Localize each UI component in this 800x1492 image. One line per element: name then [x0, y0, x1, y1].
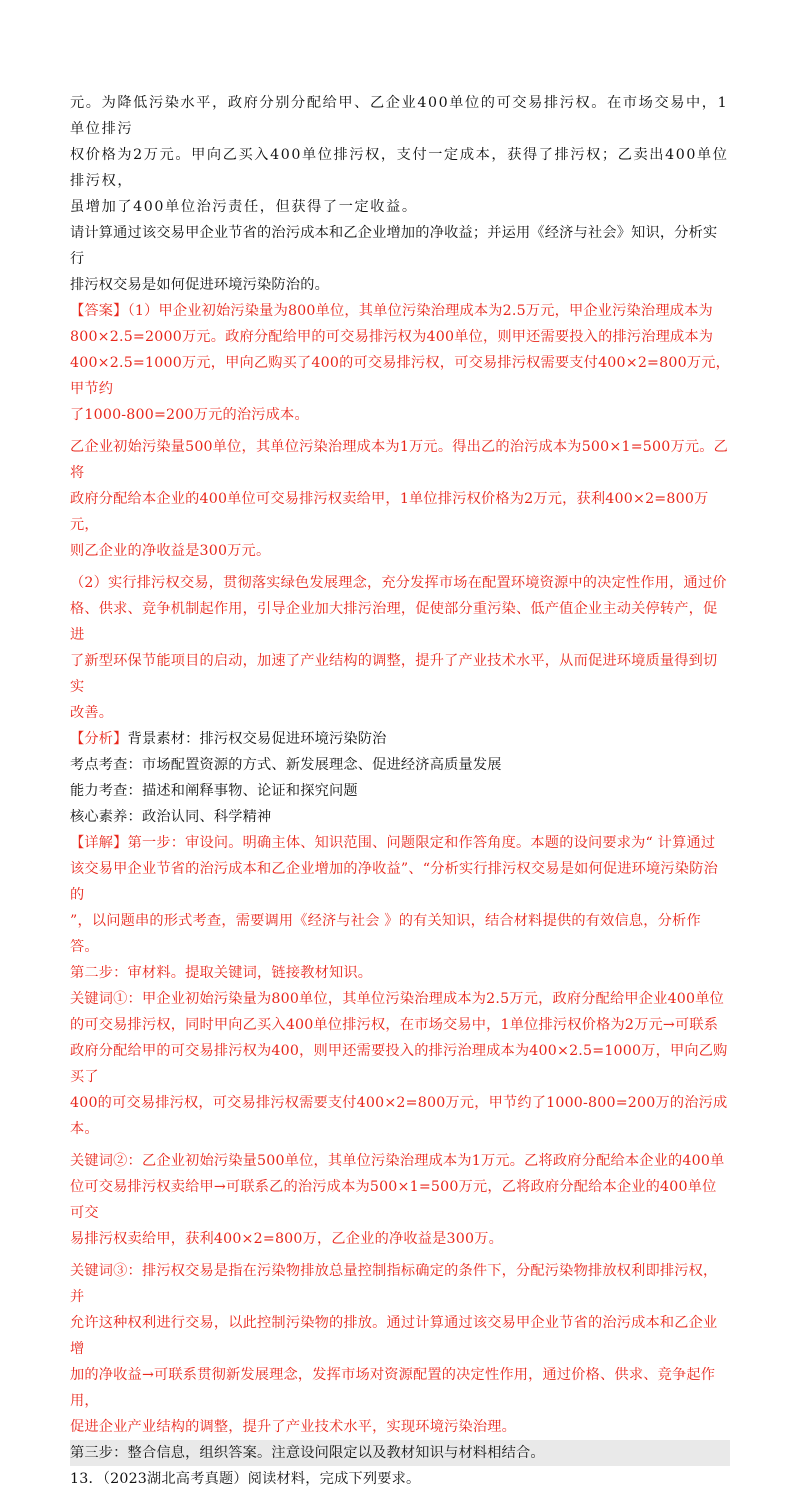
- analysis-literacy: 核心素养：政治认同、科学精神: [70, 809, 272, 825]
- keyword-3-line: 加的净收益→可联系贯彻新发展理念，发挥市场对资源配置的决定性作用，通过价格、供求、竞争起作用，: [70, 1367, 716, 1409]
- detail-line: 该交易甲企业节省的治污成本和乙企业增加的净收益”、“分析实行排污权交易是如何促进环境污染防治的: [70, 861, 718, 903]
- keyword-1-line: 的可交易排污权，同时甲向乙买入400单位排污权，在市场交易中，1单位排污权价格为2万元→可联系: [70, 1017, 719, 1033]
- analysis-section: [70, 726, 730, 830]
- question-line: 请计算通过该交易甲企业节省的治污成本和乙企业增加的净收益；并运用《经济与社会》知识，分析实行: [70, 225, 718, 267]
- next-question-heading: 13．（2023湖北高考真题）阅读材料，完成下列要求。: [70, 1471, 421, 1487]
- answer-line: （2）实行排污权交易，贯彻落实绿色发展理念，充分发挥市场在配置环境资源中的决定性作用，通过价: [70, 575, 727, 591]
- answer-line: 政府分配给本企业的400单位可交易排污权卖给甲，1单位排污权价格为2万元，获利400×2=800万元，: [70, 491, 709, 533]
- analysis-exam-points: 考点考查：市场配置资源的方式、新发展理念、促进经济高质量发展: [70, 757, 502, 773]
- answer-line: 则乙企业的净收益是300万元。: [70, 543, 271, 559]
- answer-line: 乙企业初始污染量500单位，其单位污染治理成本为1万元。得出乙的治污成本为500×1=500万元。乙将: [70, 439, 729, 481]
- keyword-3-line: 允许这种权利进行交易，以此控制污染物的排放。通过计算通过该交易甲企业节省的治污成本和乙企业增: [70, 1315, 718, 1357]
- document-page: [70, 90, 730, 1492]
- answer-line: 了1000-800=200万元的治污成本。: [70, 407, 309, 423]
- answer-section: [70, 298, 730, 726]
- answer-line: 【答案】（1）甲企业初始污染量为800单位，其单位污染治理成本为2.5万元，甲企业污染治理成本为: [70, 303, 713, 319]
- question-line: 排污权交易是如何促进环境污染防治的。: [70, 277, 329, 293]
- analysis-tag: 【分析】: [70, 731, 128, 747]
- material-line: 虽增加了400单位治污责任，但获得了一定收益。: [70, 199, 418, 215]
- material-paragraph: [70, 90, 730, 220]
- material-line: 元。为降低污染水平，政府分别分配给甲、乙企业400单位的可交易排污权。在市场交易中，1单位排污: [70, 95, 729, 137]
- answer-tag: 【答案】: [70, 303, 128, 319]
- detail-line: ”，以问题串的形式考查，需要调用《经济与社会 》的有关知识，结合材料提供的有效信息，分析作: [70, 913, 701, 929]
- keyword-3-line: 促进企业产业结构的调整，提升了产业技术水平，实现环境污染治理。: [70, 1419, 517, 1435]
- keyword-2-line: 关键词②：乙企业初始污染量500单位，其单位污染治理成本为1万元。乙将政府分配给本企业的400单: [70, 1153, 725, 1169]
- keyword-1-line: 关键词①：甲企业初始污染量为800单位，其单位污染治理成本为2.5万元，政府分配给甲企业400单位: [70, 991, 725, 1007]
- answer-line: 格、供求、竞争机制起作用，引导企业加大排污治理，促使部分重污染、低产值企业主动关停转产，促进: [70, 601, 718, 643]
- detail-line: 答。: [70, 939, 99, 955]
- answer-line: 了新型环保节能项目的启动，加速了产业结构的调整，提升了产业技术水平，从而促进环境质量得到切实: [70, 653, 718, 695]
- answer-line: 改善。: [70, 705, 114, 721]
- answer-line: 800×2.5=2000万元。政府分配给甲的可交易排污权为400单位，则甲还需要投入的排污治理成本为: [70, 329, 714, 345]
- detail-step3: 第三步：整合信息，组织答案。注意设问限定以及教材知识与材料相结合。: [70, 1440, 730, 1466]
- detail-line: 【详解】第一步：审设问。明确主体、知识范围、问题限定和作答角度。本题的设问要求为“ 计算通过: [70, 835, 716, 851]
- detail-tag: 【详解】: [70, 835, 128, 851]
- keyword-2-line: 易排污权卖给甲，获利400×2=800万，乙企业的净收益是300万。: [70, 1231, 503, 1247]
- keyword-1-line: 政府分配给甲的可交易排污权为400，则甲还需要投入的排污治理成本为400×2.5=1000万，甲向乙购买了: [70, 1043, 728, 1085]
- question-paragraph: [70, 220, 730, 298]
- detail-section: [70, 830, 730, 1440]
- analysis-background: 【分析】背景素材：排污权交易促进环境污染防治: [70, 731, 387, 747]
- material-line: 权价格为2万元。甲向乙买入400单位排污权，支付一定成本，获得了排污权；乙卖出400单位排污权，: [70, 147, 729, 189]
- detail-step2: 第二步：审材料。提取关键词，链接教材知识。: [70, 965, 373, 981]
- answer-line: 400×2.5=1000万元，甲向乙购买了400的可交易排污权，可交易排污权需要支付400×2=800万元，甲节约: [70, 355, 730, 397]
- analysis-ability: 能力考查：描述和阐释事物、论证和探究问题: [70, 783, 358, 799]
- keyword-3-line: 关键词③：排污权交易是指在污染物排放总量控制指标确定的条件下，分配污染物排放权利即排污权，并: [70, 1263, 718, 1305]
- keyword-1-line: 400的可交易排污权，可交易排污权需要支付400×2=800万元，甲节约了1000-800=200万的治污成本。: [70, 1095, 728, 1137]
- keyword-2-line: 位可交易排污权卖给甲→可联系乙的治污成本为500×1=500万元，乙将政府分配给本企业的400单位可交: [70, 1179, 717, 1221]
